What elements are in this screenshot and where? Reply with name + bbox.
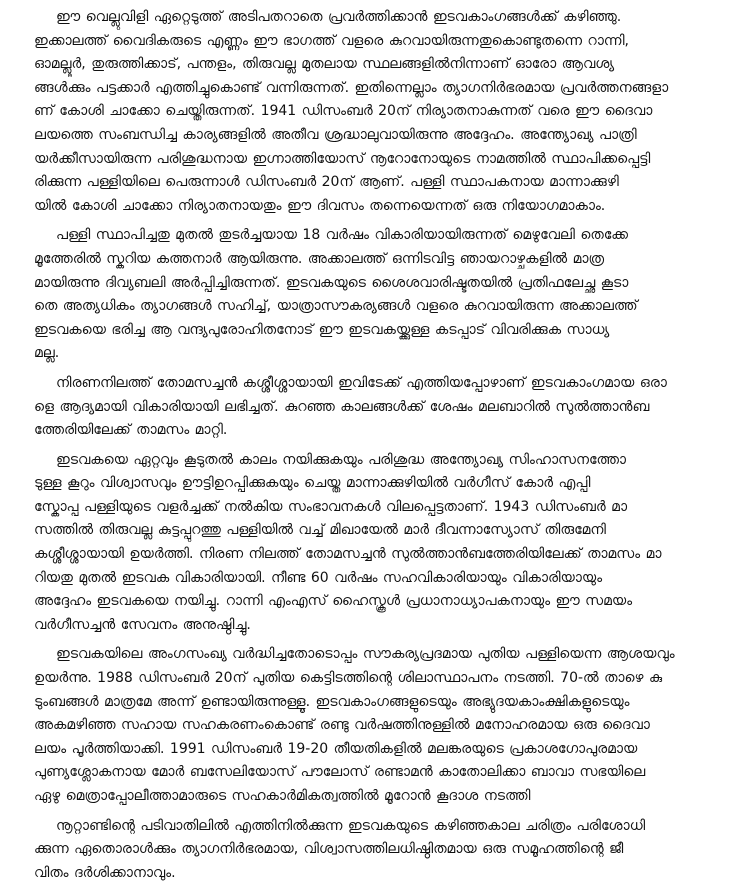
text-line: ഉയർന്നു. 1988 ഡിസംബർ 20ന് പുതിയ കെട്ടിടത്തിന്റെ ശിലാസ്ഥാപനം നടത്തി. 70-ൽ താഴെ കു	[34, 670, 663, 687]
text-line: ത്തേരിയിലേക്ക് താമസം മാറ്റി.	[34, 422, 228, 439]
text-line: സ്കോപ്പ പള്ളിയുടെ വളർച്ചക്ക് നൽകിയ സംഭാവനകൾ വിലപ്പെട്ടതാണ്. 1943 ഡിസംബർ മാ	[34, 498, 628, 515]
text-line: മല്ല.	[34, 345, 60, 362]
text-line: രിക്കുന്ന പള്ളിയിലെ പെരുന്നാൾ ഡിസംബർ 20ന് ആണ്. പള്ളി സ്ഥാപകനായ മാന്നാക്കുഴി	[34, 174, 619, 191]
text-line: വർഗീസച്ചൻ സേവനം അനുഷ്ഠിച്ചു.	[34, 616, 251, 633]
paragraph-2	[34, 224, 712, 366]
text-line: പള്ളി സ്ഥാപിച്ചതു മുതൽ തുടർച്ചയായ 18 വർഷം വികാരിയായിരുന്നത് മെഴുവേലി തെക്കേ	[56, 227, 628, 244]
text-line: ഇടവകയിലെ അംഗസംഖ്യ വർദ്ധിച്ചതോടൊപ്പം സൗകര്യപ്രദമായ പുതിയ പള്ളിയെന്ന ആശയവും	[56, 646, 675, 663]
text-line: തെ അത്യധികം ത്യാഗങ്ങൾ സഹിച്ച്, യാത്രാസൗകര്യങ്ങൾ വളരെ കുറവായിരുന്ന അക്കാലത്ത്	[34, 298, 638, 315]
text-line: ലയം പൂർത്തിയാക്കി. 1991 ഡിസംബർ 19-20 തീയതികളിൽ മലങ്കരയുടെ പ്രകാശഗോപുരമായ	[34, 740, 638, 757]
text-line: ഇടവകയെ ഭരിച്ച ആ വന്ദ്യപുരോഹിതനോട് ഈ ഇടവകയ്ക്കുള്ള കടപ്പാട് വിവരിക്കുക സാധ്യ	[34, 321, 610, 338]
text-line: ഓമല്ലൂർ, തുരുത്തിക്കാട്, പന്തളം, തിരുവല്ല മുതലായ സ്ഥലങ്ങളിൽനിന്നാണ് ഓരോ ആവശ്യ	[34, 56, 615, 73]
text-line: ഈ വെല്ലുവിളി ഏറ്റെടുത്ത് അടിപതറാതെ പ്രവർത്തിക്കാൻ ഇടവകാംഗങ്ങൾക്ക് കഴിഞ്ഞു.	[56, 9, 622, 25]
text-line: ണ് കോശി ചാക്കോ ചെയ്തിരുന്നത്. 1941 ഡിസംബർ 20ന് നിര്യാതനാകുന്നത് വരെ ഈ ദൈവാ	[34, 103, 653, 120]
text-line: സത്തിൽ തിരുവല്ല കുട്ടപ്പുറത്തു പള്ളിയിൽ വച്ച് മിഖായേൽ മാർ ദീവന്നാസ്യോസ് തിരുമേനി	[34, 522, 606, 539]
text-line: നൂറ്റാണ്ടിന്റെ പടിവാതിലിൽ എത്തിനിൽക്കുന്ന ഇടവകയുടെ കഴിഞ്ഞകാല ചരിത്രം പരിശോധി	[56, 817, 646, 834]
text-line: പുണ്യശ്ലോകനായ മോർ ബസേലിയോസ് പൗലോസ് രണ്ടാമൻ കാതോലിക്കാ ബാവാ സഭയിലെ	[34, 764, 646, 781]
paragraph-1	[34, 6, 712, 218]
text-line: ടുംബങ്ങൾ മാത്രമേ അന്ന് ഉണ്ടായിരുന്നുള്ളൂ. ഇടവകാംഗങ്ങളുടെയും അഭ്യുദയകാംക്ഷികളുടെയും	[34, 693, 630, 710]
text-line: ടുള്ള കൂറും വിശ്വാസവും ഊട്ടിഉറപ്പിക്കുകയും ചെയ്ത മാന്നാക്കുഴിയിൽ വർഗീസ് കോർ എപ്പി	[34, 475, 591, 492]
paragraph-6	[34, 815, 712, 885]
text-line: റിയതു മുതൽ ഇടവക വികാരിയായി. നീണ്ട 60 വർഷം സഹവികാരിയായും വികാരിയായും	[34, 569, 603, 586]
paragraph-3	[34, 372, 712, 443]
text-line: ലയത്തെ സംബന്ധിച്ച കാര്യങ്ങളിൽ അതീവ ശ്രദ്ധാലുവായിരുന്നു അദ്ദേഹം. അന്ത്യോഖ്യ പാത്രി	[34, 126, 637, 143]
text-line: യർക്കീസായിരുന്ന പരിശുദ്ധനായ ഇഗ്നാത്തിയോസ് നൂറോനോയുടെ നാമത്തിൽ സ്ഥാപിക്കപ്പെട്ടി	[34, 150, 651, 167]
paragraph-5	[34, 643, 712, 808]
paragraph-4	[34, 449, 712, 638]
text-line: മായിരുന്നു ദിവ്യബലി അർപ്പിച്ചിരുന്നത്. ഇടവകയുടെ ശൈശവാരിഷ്ടതയിൽ പ്രതിഫലേച്ഛ കൂടാ	[34, 274, 629, 291]
text-line: ക്കുന്ന ഏതൊരാൾക്കും ത്യാഗനിർഭരമായ, വിശ്വാസത്തിലധിഷ്ഠിതമായ ഒരു സമൂഹത്തിന്റെ ജീ	[34, 841, 624, 858]
text-line: വിതം ദർശിക്കാനാവും.	[34, 864, 176, 881]
text-line: അകമഴിഞ്ഞ സഹായ സഹകരണംകൊണ്ട് രണ്ടു വർഷത്തിനുള്ളിൽ മനോഹരമായ ഒരു ദൈവാ	[34, 717, 650, 734]
text-line: മൂത്തേരിൽ സ്കറിയ കത്തനാർ ആയിരുന്നു. അക്കാലത്ത് ഒന്നിടവിട്ട ഞായറാഴ്ചകളിൽ മാത്ര	[34, 250, 605, 267]
text-line: ഇക്കാലത്ത് വൈദികരുടെ എണ്ണം ഈ ഭാഗത്ത് വളരെ കുറവായിരുന്നതുകൊണ്ടുതന്നെ റാന്നി,	[34, 32, 629, 49]
text-line: അദ്ദേഹം ഇടവകയെ നയിച്ചു. റാന്നി എംഎസ് ഹൈസ്കൂൾ പ്രധാനാധ്യാപകനായും ഈ സമയം	[34, 593, 633, 610]
text-line: ഇടവകയെ ഏറ്റവും കൂടുതൽ കാലം നയിക്കുകയും പരിശുദ്ധ അന്ത്യോഖ്യ സിംഹാസനത്തോ	[56, 451, 627, 468]
text-line: കശ്ശീശ്ശായായി ഉയർത്തി. നിരണ നിലത്ത് തോമസച്ചൻ സുൽത്താൻബത്തേരിയിലേക്ക് താമസം മാ	[34, 546, 662, 563]
text-line: ഏഴു മെത്രാപ്പോലീത്താമാരുടെ സഹകാർമികത്വത്തിൽ മൂറോൻ കൂദാശ നടത്തി	[34, 788, 531, 804]
text-line: ങ്ങൾക്കും പട്ടക്കാർ എത്തിച്ചുകൊണ്ട് വന്നിരുന്നത്. ഇതിന്നെല്ലാം ത്യാഗനിർഭരമായ പ്രവർത്തനങ്ങളാ	[34, 79, 669, 96]
text-line: നിരണനിലത്ത് തോമസച്ചൻ കശ്ശീശ്ശായായി ഇവിടേക്ക് എത്തിയപ്പോഴാണ് ഇടവകാംഗമായ ഒരാ	[56, 374, 667, 391]
text-line: ളെ ആദ്യമായി വികാരിയായി ലഭിച്ചത്. കുറഞ്ഞ കാലങ്ങൾക്ക് ശേഷം മലബാറിൽ സുൽത്താൻബ	[34, 398, 650, 415]
text-line: യിൽ കോശി ചാക്കോ നിര്യാതനായതും ഈ ദിവസം തന്നെയെന്നത് ഒരു നിയോഗമാകാം.	[34, 197, 606, 214]
